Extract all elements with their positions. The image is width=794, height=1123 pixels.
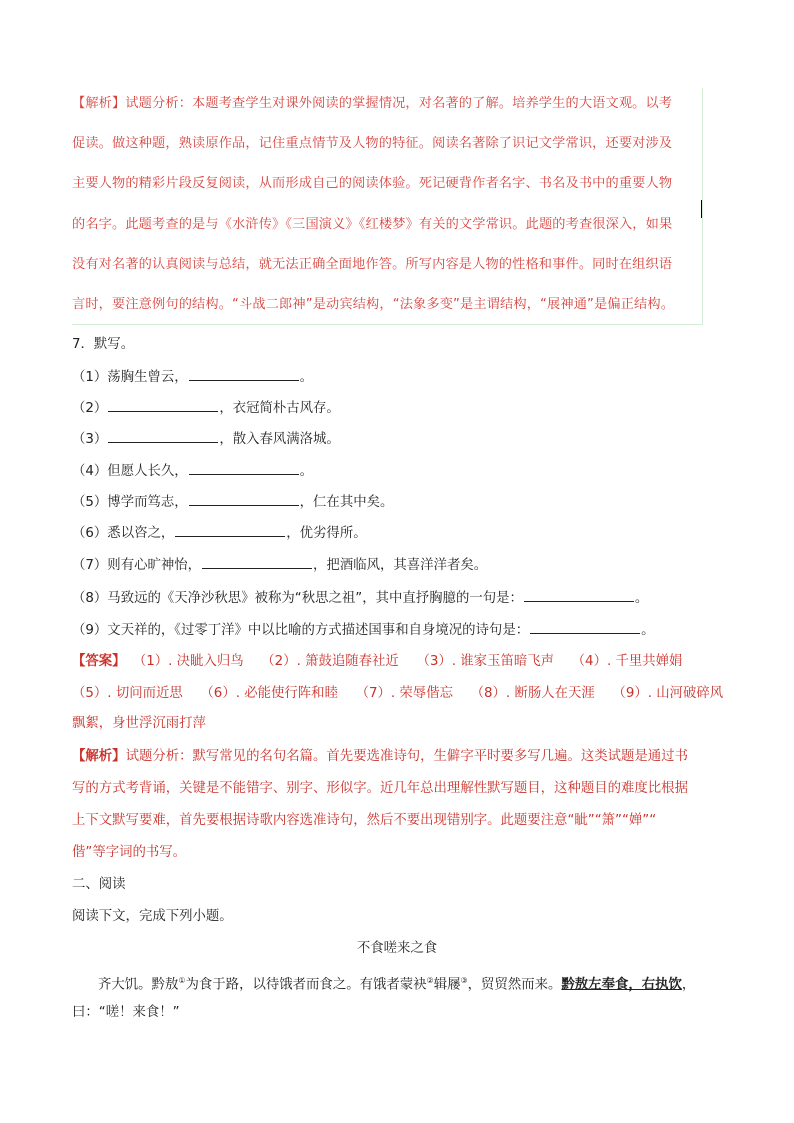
footnote-mark: ②	[426, 976, 434, 985]
item-suffix: 。	[299, 370, 314, 385]
answer-line: 飘絮，身世浮沉雨打萍	[72, 716, 206, 731]
analysis-label: 【解析】	[72, 749, 126, 764]
answer-blank[interactable]	[524, 587, 634, 602]
item-prefix: （6）悉以咨之，	[72, 526, 175, 541]
fill-item	[72, 522, 367, 545]
fill-item	[72, 397, 340, 420]
analysis-line	[72, 746, 688, 768]
item-suffix: ，把酒临风，其喜洋洋者矣。	[313, 558, 488, 573]
item-prefix: （4）但愿人长久，	[72, 464, 188, 479]
fill-item	[72, 554, 487, 577]
fill-item	[72, 619, 655, 642]
fill-item	[72, 366, 313, 389]
item-prefix: （1）荡胸生曾云，	[72, 370, 188, 385]
passage-title: 不食嗟来之食	[356, 941, 438, 956]
footnote-mark: ③	[460, 976, 468, 985]
answer-line: （5）. 切问而近思 （6）. 必能使行阵和睦 （7）. 荣辱偕忘 （8）. 断肠人在天涯 （9）. 山河破碎风	[72, 686, 724, 701]
passage-paragraph	[98, 970, 695, 996]
fill-item	[72, 460, 313, 483]
answer-label: 【答案】	[72, 654, 126, 669]
item-suffix: ，仁在其中矣。	[299, 495, 394, 510]
fill-item	[72, 491, 393, 514]
item-prefix: （8）马致远的《天净沙秋思》被称为“秋思之祖”，其中直抒胸臆的一句是：	[72, 591, 523, 606]
analysis-line: 写的方式考背诵，关键是不能错字、别字、形似字。近几年总出理解性默写题目，这种题目的难度比根据	[72, 781, 688, 796]
question-title: 7．默写。	[72, 337, 135, 352]
analysis-line: 上下文默写要难，首先要根据诗歌内容选准诗句，然后不要出现错别字。此题要注意“眦”“箫”“婵”“	[72, 813, 657, 828]
item-prefix: （5）博学而笃志，	[72, 495, 188, 510]
item-suffix: ，优劣得所。	[286, 526, 367, 541]
analysis-text: 试题分析：默写常见的名句名篇。首先要选准诗句，生僻字平时要多写几遍。这类试题是通过书	[125, 749, 688, 764]
analysis-line: 偕”等字词的书写。	[72, 845, 187, 860]
item-suffix: 。	[299, 464, 314, 479]
section-heading: 二、阅读	[72, 877, 126, 892]
passage-text: 辑屦	[433, 977, 461, 993]
passage-paragraph: 曰：“嗟！来食！”	[72, 1005, 180, 1020]
instruction: 阅读下文，完成下列小题。	[72, 909, 233, 924]
answer-blank[interactable]	[530, 619, 640, 634]
item-prefix: （7）则有心旷神怡，	[72, 558, 202, 573]
answer-blank[interactable]	[108, 397, 218, 412]
answer-blank[interactable]	[189, 460, 299, 475]
item-suffix: 。	[641, 623, 655, 638]
fill-item	[72, 428, 340, 451]
answer-blank[interactable]	[202, 554, 312, 569]
item-suffix: 。	[634, 591, 649, 606]
passage-text: 为食于路，以待饿者而食之。有饿者蒙袂	[185, 977, 427, 993]
analysis-box	[72, 88, 703, 325]
analysis-line: 的名字。此题考查的是与《水浒传》《三国演义》《红楼梦》有关的文学常识。此题的考查很深入，如果	[72, 217, 673, 232]
fill-item	[72, 587, 648, 610]
passage-text: 齐大饥。黔敖	[98, 977, 179, 993]
passage-text: ，贸贸然而来。	[467, 977, 562, 993]
answer-line	[72, 651, 682, 673]
underlined-sentence: 黔敖左奉食，右执饮	[561, 977, 682, 993]
analysis-line: 【解析】试题分析：本题考查学生对课外阅读的掌握情况，对名著的了解。培养学生的大语文观。以考	[72, 96, 673, 111]
analysis-line: 言时，要注意例句的结构。“斗战二郎神”是动宾结构，“法象多变”是主谓结构，“展神通”是偏正结构。	[72, 297, 675, 312]
item-prefix: （2）	[72, 401, 108, 416]
answer-text: （1）. 决眦入归鸟 （2）. 箫鼓追随春社近 （3）. 谁家玉笛暗飞声 （4）. 千里共婵娟	[139, 654, 683, 669]
passage-text: ，	[681, 977, 696, 993]
item-prefix: （9）文天祥的，《过零丁洋》中以比喻的方式描述国事和自身境况的诗句是：	[72, 623, 530, 638]
answer-blank[interactable]	[189, 491, 299, 506]
analysis-line: 主要人物的精彩片段反复阅读，从而形成自己的阅读体验。死记硬背作者名字、书名及书中的重要人物	[72, 176, 673, 191]
answer-blank[interactable]	[108, 428, 218, 443]
answer-blank[interactable]	[189, 366, 299, 381]
footnote-mark: ①	[178, 976, 186, 985]
text-cursor	[701, 200, 702, 218]
item-suffix: ，散入春风满洛城。	[219, 432, 340, 447]
item-suffix: ，衣冠简朴古风存。	[219, 401, 340, 416]
analysis-line: 促读。做这种题，熟读原作品，记住重点情节及人物的特征。阅读名著除了识记文学常识，还要对涉及	[72, 136, 673, 151]
answer-blank[interactable]	[175, 522, 285, 537]
analysis-line: 没有对名著的认真阅读与总结，就无法正确全面地作答。所写内容是人物的性格和事件。同时在组织语	[72, 257, 673, 272]
item-prefix: （3）	[72, 432, 108, 447]
